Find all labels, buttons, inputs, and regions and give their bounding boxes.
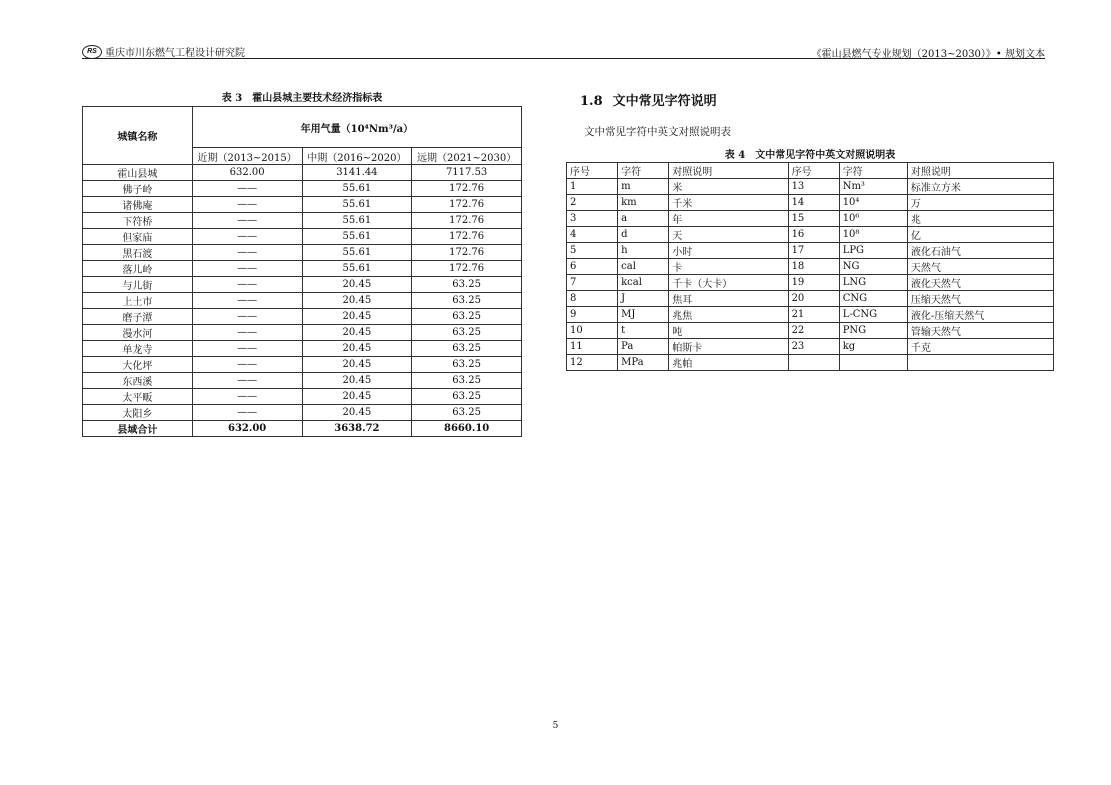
table3-total-label: 县域合计 <box>83 421 193 437</box>
table4-row-cell: PNG <box>839 323 907 339</box>
table4-row-cell: 亿 <box>907 227 1053 243</box>
table3-row-cell: 7117.53 <box>412 165 522 181</box>
table4-row <box>567 195 1054 211</box>
table4-row-cell: Pa <box>618 339 669 355</box>
table3-row-cell: 63.25 <box>412 293 522 309</box>
table3-row-cell: 63.25 <box>412 277 522 293</box>
table3-row-cell: 落儿岭 <box>83 261 193 277</box>
table4-row-cell: 天然气 <box>907 259 1053 275</box>
table4-row-cell: 11 <box>567 339 618 355</box>
table4-row-cell: 兆焦 <box>669 307 788 323</box>
table4-row-cell: 焦耳 <box>669 291 788 307</box>
table3-row-cell: —— <box>192 245 302 261</box>
table3-row <box>83 181 522 197</box>
table3-row-cell: —— <box>192 341 302 357</box>
table3-row <box>83 373 522 389</box>
section-intro: 文中常见字符中英文对照说明表 <box>584 126 731 138</box>
table4-header-cell: 字符 <box>618 163 669 179</box>
table3-row-cell: 20.45 <box>302 341 412 357</box>
table3-total-far: 8660.10 <box>412 421 522 437</box>
table3-row-cell: 63.25 <box>412 389 522 405</box>
table3-row-cell: —— <box>192 293 302 309</box>
table4-row-cell: 23 <box>788 339 839 355</box>
table4-row <box>567 339 1054 355</box>
table3-row-cell: 63.25 <box>412 405 522 421</box>
table4-header-cell: 对照说明 <box>669 163 788 179</box>
table3-row-cell: 20.45 <box>302 325 412 341</box>
table3-row <box>83 165 522 181</box>
table4-row-cell: 液化天然气 <box>907 275 1053 291</box>
table3-row <box>83 309 522 325</box>
table3-total-mid: 3638.72 <box>302 421 412 437</box>
table3-row-cell: —— <box>192 277 302 293</box>
table4-row-cell: 18 <box>788 259 839 275</box>
table4-header-cell: 字符 <box>839 163 907 179</box>
table4-row <box>567 323 1054 339</box>
table4-row-cell: 13 <box>788 179 839 195</box>
table4-header-cell: 对照说明 <box>907 163 1053 179</box>
table4-row-cell: 8 <box>567 291 618 307</box>
table4-row-cell <box>839 355 907 371</box>
table4-row-cell: 12 <box>567 355 618 371</box>
table4-row-cell: 10⁴ <box>839 195 907 211</box>
table3-col-group: 年用气量（10⁴Nm³/a） <box>192 107 521 148</box>
table4-row-cell: 14 <box>788 195 839 211</box>
table3-row-cell: 霍山县城 <box>83 165 193 181</box>
table4-row-cell: 兆 <box>907 211 1053 227</box>
table4-row <box>567 259 1054 275</box>
table3-row-cell: —— <box>192 405 302 421</box>
table4-row-cell: h <box>618 243 669 259</box>
section-number: 1.8 <box>580 94 603 109</box>
table3-row-cell: 55.61 <box>302 229 412 245</box>
table4 <box>566 162 1054 371</box>
table3-row-cell: —— <box>192 261 302 277</box>
table4-row-cell: 10⁶ <box>839 211 907 227</box>
table3-row <box>83 325 522 341</box>
table4-row-cell: 小时 <box>669 243 788 259</box>
table3-total-row <box>83 421 522 437</box>
table3-row <box>83 405 522 421</box>
table3-row-cell: —— <box>192 213 302 229</box>
table3-period-mid: 中期（2016~2020） <box>302 148 412 165</box>
table4-row-cell: 17 <box>788 243 839 259</box>
table3-row-cell: 3141.44 <box>302 165 412 181</box>
table4-row-cell: 10 <box>567 323 618 339</box>
table4-row-cell: Nm³ <box>839 179 907 195</box>
table4-row-cell: 9 <box>567 307 618 323</box>
table3-row-cell: 172.76 <box>412 181 522 197</box>
page-header <box>82 42 1045 58</box>
table3-row <box>83 293 522 309</box>
table4-row-cell: MJ <box>618 307 669 323</box>
table4-row-cell: 19 <box>788 275 839 291</box>
table4-row-cell: km <box>618 195 669 211</box>
table4-row-cell: 液化-压缩天然气 <box>907 307 1053 323</box>
table3-row-cell: —— <box>192 325 302 341</box>
table3-row-cell: 55.61 <box>302 213 412 229</box>
table3-row <box>83 341 522 357</box>
table4-row-cell: 天 <box>669 227 788 243</box>
section-heading <box>580 90 717 109</box>
header-divider <box>82 58 1045 59</box>
table4-row-cell: 帕斯卡 <box>669 339 788 355</box>
table4-row <box>567 355 1054 371</box>
table4-row <box>567 211 1054 227</box>
table3-row-cell: 63.25 <box>412 357 522 373</box>
table4-row-cell: 20 <box>788 291 839 307</box>
table4-row-cell: 兆帕 <box>669 355 788 371</box>
table4-row-cell: 压缩天然气 <box>907 291 1053 307</box>
table3-row <box>83 245 522 261</box>
table4-row-cell: L-CNG <box>839 307 907 323</box>
table3-row <box>83 261 522 277</box>
table4-row-cell: 万 <box>907 195 1053 211</box>
table3-row <box>83 197 522 213</box>
table4-row-cell: 22 <box>788 323 839 339</box>
table3-row <box>83 357 522 373</box>
table4-row <box>567 179 1054 195</box>
table3-row-cell: 632.00 <box>192 165 302 181</box>
table4-row-cell: 标准立方米 <box>907 179 1053 195</box>
table4-caption: 表 4 文中常见字符中英文对照说明表 <box>724 150 896 161</box>
table4-row-cell: 管输天然气 <box>907 323 1053 339</box>
table3-row-cell: 20.45 <box>302 389 412 405</box>
table4-row-cell: 15 <box>788 211 839 227</box>
table3-row-cell: 63.25 <box>412 309 522 325</box>
table3-row-cell: 磨子潭 <box>83 309 193 325</box>
table4-row-cell: 10⁸ <box>839 227 907 243</box>
table4-row <box>567 291 1054 307</box>
table4-row-cell: 米 <box>669 179 788 195</box>
table3-row-cell: 63.25 <box>412 373 522 389</box>
table4-row-cell: 3 <box>567 211 618 227</box>
table3-row-cell: 但家庙 <box>83 229 193 245</box>
table4-row-cell: LPG <box>839 243 907 259</box>
table4-row-cell: 千克 <box>907 339 1053 355</box>
table4-row <box>567 275 1054 291</box>
table3-row-cell: 上土市 <box>83 293 193 309</box>
table4-row-cell: 7 <box>567 275 618 291</box>
table4-row-cell: cal <box>618 259 669 275</box>
table4-row <box>567 243 1054 259</box>
table3-row-cell: 20.45 <box>302 309 412 325</box>
table3-row-cell: 20.45 <box>302 405 412 421</box>
table3-row-cell: 172.76 <box>412 197 522 213</box>
org-logo-icon: RS <box>82 45 102 59</box>
section-title: 文中常见字符说明 <box>612 94 717 109</box>
table3-row-cell: 黑石渡 <box>83 245 193 261</box>
table3-row-cell: 太平畈 <box>83 389 193 405</box>
table4-row-cell <box>907 355 1053 371</box>
table3-row-cell: 单龙寺 <box>83 341 193 357</box>
table4-row-cell: 1 <box>567 179 618 195</box>
table3-row-cell: 55.61 <box>302 245 412 261</box>
table3-row-cell: 漫水河 <box>83 325 193 341</box>
table4-row-cell: m <box>618 179 669 195</box>
table3-row-cell: —— <box>192 197 302 213</box>
header-left <box>82 44 245 59</box>
table4-row-cell: t <box>618 323 669 339</box>
table4-row-cell: 卡 <box>669 259 788 275</box>
table4-row-cell: 6 <box>567 259 618 275</box>
table3-period-near: 近期（2013~2015） <box>192 148 302 165</box>
org-name: 重庆市川东燃气工程设计研究院 <box>105 48 245 59</box>
table4-header-cell: 序号 <box>788 163 839 179</box>
table3-row-cell: 诸佛庵 <box>83 197 193 213</box>
table3-row-cell: 172.76 <box>412 245 522 261</box>
table3-row-cell: 东西溪 <box>83 373 193 389</box>
table4-row-cell: NG <box>839 259 907 275</box>
table3-row-cell: —— <box>192 373 302 389</box>
table3-row-cell: 172.76 <box>412 261 522 277</box>
table4-header-row <box>567 163 1054 179</box>
table4-row-cell: 年 <box>669 211 788 227</box>
table4-row-cell: MPa <box>618 355 669 371</box>
document-title: 《霍山县燃气专业规划（2013~2030）》• 规划文本 <box>811 49 1045 60</box>
table3-row-cell: —— <box>192 357 302 373</box>
table3-period-far: 远期（2021~2030） <box>412 148 522 165</box>
table4-row-cell: a <box>618 211 669 227</box>
table3-col-town: 城镇名称 <box>83 107 193 165</box>
table3-row-cell: 55.61 <box>302 261 412 277</box>
table4-row-cell: kg <box>839 339 907 355</box>
table4-row <box>567 227 1054 243</box>
table3-row-cell: 与儿街 <box>83 277 193 293</box>
table3-row-cell: 63.25 <box>412 341 522 357</box>
table4-row-cell: kcal <box>618 275 669 291</box>
table3-row <box>83 277 522 293</box>
table3-row-cell: 20.45 <box>302 277 412 293</box>
table4-row-cell <box>788 355 839 371</box>
table3-row-cell: —— <box>192 181 302 197</box>
table3-row-cell: 20.45 <box>302 357 412 373</box>
table3-row-cell: 172.76 <box>412 213 522 229</box>
table4-row-cell: 16 <box>788 227 839 243</box>
table3-row-cell: 63.25 <box>412 325 522 341</box>
table3-caption: 表 3 霍山县城主要技术经济指标表 <box>221 93 383 104</box>
table3-row <box>83 389 522 405</box>
page-number: 5 <box>552 721 559 731</box>
table3-row-cell: 55.61 <box>302 181 412 197</box>
table3-row-cell: 20.45 <box>302 293 412 309</box>
table3-row-cell: 172.76 <box>412 229 522 245</box>
table3-row-cell: —— <box>192 229 302 245</box>
table4-row-cell: 21 <box>788 307 839 323</box>
table4-row-cell: LNG <box>839 275 907 291</box>
table4-header-cell: 序号 <box>567 163 618 179</box>
table4-row-cell: 2 <box>567 195 618 211</box>
table4-row <box>567 307 1054 323</box>
table3-row <box>83 229 522 245</box>
table4-row-cell: 千米 <box>669 195 788 211</box>
table4-row-cell: 液化石油气 <box>907 243 1053 259</box>
table3-row-cell: 太阳乡 <box>83 405 193 421</box>
table3-total-near: 632.00 <box>192 421 302 437</box>
table3-row-cell: —— <box>192 389 302 405</box>
table4-row-cell: 5 <box>567 243 618 259</box>
table3-row <box>83 213 522 229</box>
table3-row-cell: 55.61 <box>302 197 412 213</box>
table3-row-cell: —— <box>192 309 302 325</box>
table4-row-cell: 4 <box>567 227 618 243</box>
table4-row-cell: 千卡（大卡） <box>669 275 788 291</box>
table3-row-cell: 下符桥 <box>83 213 193 229</box>
table3-row-cell: 大化坪 <box>83 357 193 373</box>
table3-row-cell: 佛子岭 <box>83 181 193 197</box>
table4-row-cell: J <box>618 291 669 307</box>
table4-row-cell: d <box>618 227 669 243</box>
table3 <box>82 106 522 437</box>
table4-row-cell: CNG <box>839 291 907 307</box>
table4-row-cell: 吨 <box>669 323 788 339</box>
table3-row-cell: 20.45 <box>302 373 412 389</box>
